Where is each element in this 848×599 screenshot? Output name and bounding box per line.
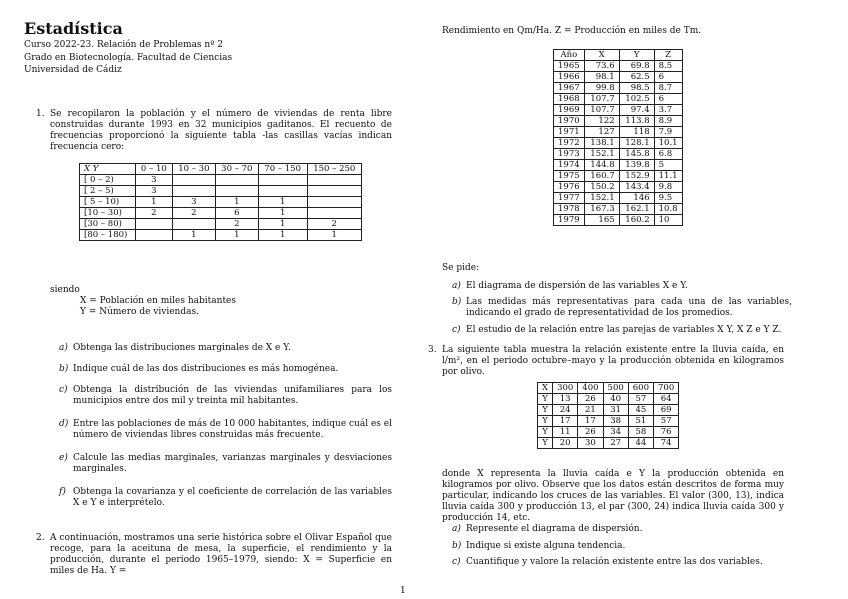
problem-number: 2. <box>36 533 45 543</box>
list-item <box>452 325 792 337</box>
item-label: b) <box>59 364 69 374</box>
list-item <box>59 364 392 376</box>
row-label: [ 5 – 10) <box>80 197 136 208</box>
col-header: 30 – 70 <box>215 164 258 175</box>
table-cell: 9.8 <box>654 182 682 193</box>
table-cell: 102.5 <box>619 94 654 105</box>
table-cell <box>135 219 172 230</box>
col-header: 700 <box>654 383 679 394</box>
table-cell: 8.7 <box>654 83 682 94</box>
item-text: El diagrama de dispersión de las variables X e Y. <box>466 281 688 291</box>
table-cell: 1977 <box>554 193 585 204</box>
table-cell: 1972 <box>554 138 585 149</box>
table-cell <box>172 186 215 197</box>
table-row <box>80 197 362 208</box>
table-cell: 3 <box>135 186 172 197</box>
table-row <box>80 186 362 197</box>
table-cell: 1973 <box>554 149 585 160</box>
table-cell: 62.5 <box>619 72 654 83</box>
def-y: Y = Número de viviendas. <box>80 307 199 317</box>
table-row <box>80 219 362 230</box>
table-cell: 1975 <box>554 171 585 182</box>
table-cell: 138.1 <box>584 138 619 149</box>
table-cell: 1 <box>307 230 362 241</box>
table-cell: 27 <box>603 438 628 449</box>
col-header: 300 <box>553 383 578 394</box>
table-cell: 24 <box>553 405 578 416</box>
list-item <box>452 524 792 536</box>
table-cell: 1966 <box>554 72 585 83</box>
table-cell: 1 <box>215 197 258 208</box>
item-label: e) <box>59 453 68 463</box>
item-text: Entre las poblaciones de más de 10 000 habitantes, indique cuál es el número de viviendas libres construidas más frecuente. <box>73 419 392 440</box>
olive-series-table <box>553 49 683 226</box>
table-cell: 118 <box>619 127 654 138</box>
table-cell: 51 <box>628 416 653 427</box>
item-text: Las medidas más representativas para cada una de las variables, indicando el grado de representatividad de los promedios. <box>466 297 792 318</box>
table-cell: 150.2 <box>584 182 619 193</box>
table-cell: 3.7 <box>654 105 682 116</box>
table-cell: 44 <box>628 438 653 449</box>
item-label: c) <box>452 325 461 335</box>
col-header: 10 – 30 <box>172 164 215 175</box>
item-text: Obtenga la covarianza y el coeficiente de correlación de las variables X e Y e interprételo. <box>73 487 392 508</box>
item-text: El estudio de la relación entre las parejas de variables X Y, X Z e Y Z. <box>466 325 782 335</box>
table-cell: Y <box>538 405 553 416</box>
problem-3 <box>428 345 784 377</box>
row-label: [10 – 30) <box>80 208 136 219</box>
table-cell: 144.8 <box>584 160 619 171</box>
degree-line: Grado en Biotecnología. Facultad de Ciencias <box>24 53 233 63</box>
table-cell: 21 <box>578 405 603 416</box>
table-cell <box>307 186 362 197</box>
table-cell: 122 <box>584 116 619 127</box>
table-cell: 1 <box>135 197 172 208</box>
item-text: Indique cuál de las dos distribuciones es más homogénea. <box>73 364 339 374</box>
table-cell: 11 <box>553 427 578 438</box>
table-cell <box>215 186 258 197</box>
col-header: 500 <box>603 383 628 394</box>
table-cell: 1969 <box>554 105 585 116</box>
item-text: Cuantifique y valore la relación existente entre las dos variables. <box>466 557 763 567</box>
table-cell: 167.3 <box>584 204 619 215</box>
table-cell: 8.9 <box>654 116 682 127</box>
table-cell: 26 <box>578 394 603 405</box>
table-cell: Y <box>538 427 553 438</box>
table-cell <box>215 175 258 186</box>
list-item <box>59 419 392 443</box>
table-cell: 10.1 <box>654 138 682 149</box>
table-cell: 107.7 <box>584 94 619 105</box>
table-cell: 1 <box>258 208 307 219</box>
table-cell: 38 <box>603 416 628 427</box>
col-header: Año <box>554 50 585 61</box>
problem-2 <box>36 533 392 576</box>
col-header: 600 <box>628 383 653 394</box>
table-cell: 152.1 <box>584 193 619 204</box>
row-label: [30 – 80) <box>80 219 136 230</box>
table-cell: 20 <box>553 438 578 449</box>
table-cell: 3 <box>172 197 215 208</box>
table-corner: X Y <box>80 164 136 175</box>
table-cell: 1971 <box>554 127 585 138</box>
table-cell: 152.1 <box>584 149 619 160</box>
item-text: Obtenga las distribuciones marginales de X e Y. <box>73 343 291 353</box>
col-header: X <box>538 383 553 394</box>
row-label: [80 – 180) <box>80 230 136 241</box>
table-cell: 1979 <box>554 215 585 226</box>
col-header: 150 – 250 <box>307 164 362 175</box>
university-line: Universidad de Cádiz <box>24 65 122 75</box>
list-item <box>59 385 392 409</box>
table-cell: Y <box>538 438 553 449</box>
def-x: X = Población en miles habitantes <box>80 296 237 306</box>
table-cell: 57 <box>628 394 653 405</box>
course-line: Curso 2022-23. Relación de Problemas nº 2 <box>24 40 224 50</box>
table-cell: 7.9 <box>654 127 682 138</box>
table-cell: 98.5 <box>619 83 654 94</box>
table-cell: 13 <box>553 394 578 405</box>
table-cell: 127 <box>584 127 619 138</box>
table-cell: 1 <box>258 230 307 241</box>
table-cell: 113.8 <box>619 116 654 127</box>
table-cell: 64 <box>654 394 679 405</box>
item-text: Indique si existe alguna tendencia. <box>466 541 626 551</box>
table-cell: 11.1 <box>654 171 682 182</box>
table-cell: 74 <box>654 438 679 449</box>
problem-1-statement: Se recopilaron la población y el número de viviendas de renta libre construidas durante 1993 en 32 municipios gaditanos. El recuento de frecuencias proporcionó la siguiente tabla -las casillas vacías indican frecuencia cero: <box>50 109 392 152</box>
table-cell: 1 <box>215 230 258 241</box>
table-cell: 69 <box>654 405 679 416</box>
table-cell: 5 <box>654 160 682 171</box>
problem-3-statement: La siguiente tabla muestra la relación existente entre la lluvia caída, en l/m², en el periodo octubre–mayo y la producción obtenida en kilogramos por olivo. <box>442 345 784 377</box>
table-row <box>80 230 362 241</box>
table-cell: 30 <box>578 438 603 449</box>
problem-3-explanation: donde X representa la lluvia caída e Y la producción obtenida en kilogramos por olivo. Observe que los datos están descritos de forma muy particular, indicando los cruces de las variables. El valor (300, 13), indica lluvia caída 300 y producción 13, el par (300, 24) indica lluvia caída 300 y producción 14, etc. <box>442 469 784 523</box>
table-row <box>80 175 362 186</box>
table-cell: 2 <box>135 208 172 219</box>
table-cell: 146 <box>619 193 654 204</box>
table-row <box>80 208 362 219</box>
item-label: a) <box>452 281 461 291</box>
item-text: Represente el diagrama de dispersión. <box>466 524 643 534</box>
table-cell: 160.2 <box>619 215 654 226</box>
list-item <box>452 541 792 553</box>
problem-2-continuation: Rendimiento en Qm/Ha. Z = Producción en miles de Tm. <box>442 26 702 36</box>
problem-2-statement: A continuación, mostramos una serie histórica sobre el Olivar Español que recoge, para la aceituna de mesa, la superficie, el rendimiento y la producción, durante el periodo 1965–1979, siendo: X = Superficie en miles de Ha. Y = <box>50 533 392 576</box>
table-cell: Y <box>538 416 553 427</box>
item-text: Obtenga la distribución de las viviendas unifamiliares para los municipios entre dos mil y treinta mil habitantes. <box>73 385 392 406</box>
table-cell <box>307 197 362 208</box>
table-cell: 97.4 <box>619 105 654 116</box>
table-cell: 1 <box>172 230 215 241</box>
table-cell: 160.7 <box>584 171 619 182</box>
list-item <box>59 487 392 511</box>
table-cell: 3 <box>135 175 172 186</box>
table-cell <box>307 175 362 186</box>
col-header: 400 <box>578 383 603 394</box>
item-label: c) <box>59 385 68 395</box>
table-cell: 99.8 <box>584 83 619 94</box>
table-cell: Y <box>538 394 553 405</box>
table-cell <box>258 175 307 186</box>
table-cell: 8.5 <box>654 61 682 72</box>
item-label: d) <box>59 419 69 429</box>
document-title: Estadística <box>24 19 123 38</box>
col-header: Y <box>619 50 654 61</box>
table-cell: 10.8 <box>654 204 682 215</box>
table-cell: 143.4 <box>619 182 654 193</box>
table-cell: 1965 <box>554 61 585 72</box>
table-cell: 10 <box>654 215 682 226</box>
table-cell: 73.6 <box>584 61 619 72</box>
page-number: 1 <box>400 586 406 596</box>
table-cell: 162.1 <box>619 204 654 215</box>
table-cell: 1970 <box>554 116 585 127</box>
table-cell: 57 <box>654 416 679 427</box>
table-cell: 1968 <box>554 94 585 105</box>
item-label: b) <box>452 297 462 307</box>
table-cell: 1978 <box>554 204 585 215</box>
table-cell: 76 <box>654 427 679 438</box>
table-cell: 1974 <box>554 160 585 171</box>
problem-number: 1. <box>36 109 45 119</box>
row-label: [ 2 – 5) <box>80 186 136 197</box>
table-cell: 1976 <box>554 182 585 193</box>
item-label: c) <box>452 557 461 567</box>
table-cell: 69.8 <box>619 61 654 72</box>
table-cell: 6 <box>654 94 682 105</box>
frequency-table <box>79 163 362 241</box>
table-cell: 6 <box>215 208 258 219</box>
item-label: b) <box>452 541 462 551</box>
table-cell: 98.1 <box>584 72 619 83</box>
list-item <box>59 453 392 477</box>
se-pide-label: Se pide: <box>442 263 480 273</box>
table-cell <box>258 186 307 197</box>
table-cell: 165 <box>584 215 619 226</box>
table-cell: 2 <box>307 219 362 230</box>
table-cell <box>135 230 172 241</box>
rain-production-table <box>537 382 679 449</box>
table-cell: 2 <box>215 219 258 230</box>
table-cell: 1 <box>258 197 307 208</box>
table-cell: 17 <box>578 416 603 427</box>
table-cell <box>172 175 215 186</box>
list-item <box>452 557 792 569</box>
list-item <box>59 343 392 355</box>
item-label: a) <box>59 343 68 353</box>
item-label: a) <box>452 524 461 534</box>
table-cell: 2 <box>172 208 215 219</box>
table-cell: 26 <box>578 427 603 438</box>
col-header: X <box>584 50 619 61</box>
table-cell: 107.7 <box>584 105 619 116</box>
table-cell: 31 <box>603 405 628 416</box>
siendo-label: siendo <box>50 285 80 295</box>
table-cell: 1 <box>258 219 307 230</box>
table-cell: 152.9 <box>619 171 654 182</box>
table-cell: 58 <box>628 427 653 438</box>
col-header: Z <box>654 50 682 61</box>
item-label: f) <box>59 487 66 497</box>
col-header: 0 – 10 <box>135 164 172 175</box>
table-cell <box>307 208 362 219</box>
table-cell: 128.1 <box>619 138 654 149</box>
table-cell: 17 <box>553 416 578 427</box>
table-cell: 6 <box>654 72 682 83</box>
table-cell <box>172 219 215 230</box>
table-cell: 9.5 <box>654 193 682 204</box>
table-cell: 6.8 <box>654 149 682 160</box>
table-cell: 1967 <box>554 83 585 94</box>
problem-1 <box>36 109 392 152</box>
list-item <box>452 281 792 293</box>
col-header: 70 – 150 <box>258 164 307 175</box>
row-label: [ 0 – 2) <box>80 175 136 186</box>
problem-number: 3. <box>428 345 437 355</box>
table-cell: 145.8 <box>619 149 654 160</box>
table-cell: 139.8 <box>619 160 654 171</box>
item-text: Calcule las medias marginales, varianzas marginales y desviaciones marginales. <box>73 453 392 474</box>
table-cell: 45 <box>628 405 653 416</box>
list-item <box>452 297 792 321</box>
table-cell: 40 <box>603 394 628 405</box>
table-cell: 34 <box>603 427 628 438</box>
